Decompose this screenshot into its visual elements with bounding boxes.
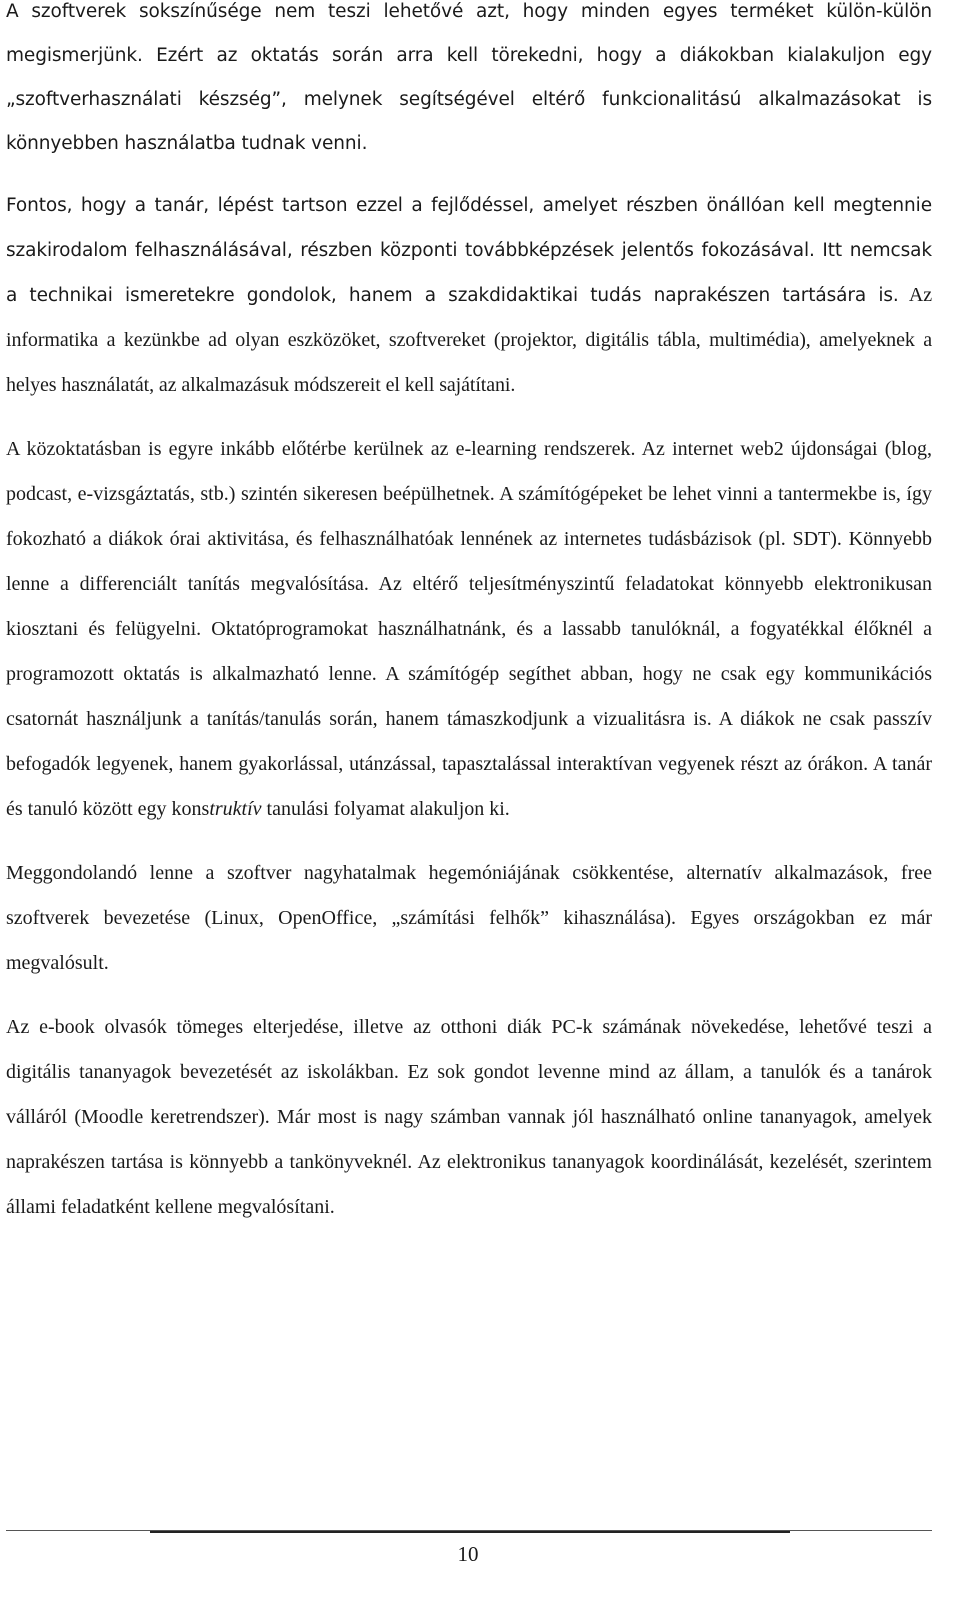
paragraph-elearning-emphasis: truktív [209, 798, 262, 820]
paragraph-teacher-development-tools: Az informatika a kezünkbe ad olyan eszközöket, szoftvereket (projektor, digitális tábla, multimédia), amelyeknek a helyes használatát, az alkalmazásuk módszereit el kell sajátítani. [6, 284, 932, 396]
page-number: 10 [457, 1542, 479, 1566]
paragraph-elearning [6, 427, 932, 832]
paragraph-software-skills: A szoftverek sokszínűsége nem teszi lehetővé azt, hogy minden egyes terméket külön-külön megismerjünk. Ezért az oktatás során arra kell törekedni, hogy a diákokban kialakuljon egy „szoftverhasználati készség”, melynek segítségével eltérő funkcionalitású alkalmazásokat is könnyebben használatba tudnak venni. [6, 1, 932, 154]
paragraph-digital-materials: Az e-book olvasók tömeges elterjedése, illetve az otthoni diák PC-k számának növekedése, lehetővé teszi a digitális tananyagok bevezetését az iskolákban. Ez sok gondot levenne mind az állam, a tanulók és a tanárok válláról (Moodle keretrendszer). Már most is nagy számban vannak jól használható online tananyagok, amelyek naprakészen tartása is könnyebb a tankönyveknél. Az elektronikus tananyagok koordinálását, kezelését, szerintem állami feladatként kellene megvalósítani. [6, 1016, 932, 1218]
paragraph-alternative-software: Meggondolandó lenne a szoftver nagyhatalmak hegemóniájának csökkentése, alternatív alkalmazások, free szoftverek bevezetése (Linux, OpenOffice, „számítási felhők” kihasználása). Egyes országokban ez már megvalósult. [6, 862, 932, 974]
document-page [6, 0, 932, 1230]
paragraph-elearning-end: tanulási folyamat alakuljon ki. [261, 798, 510, 820]
footer-divider-accent [150, 1531, 790, 1533]
paragraph-teacher-development-text: Fontos, hogy a tanár, lépést tartson ezzel a fejlődéssel, amelyet részben önállóan kell megtennie szakirodalom felhasználásával, részben központi továbbképzések jelentős fokozásával. Itt nemcsak a technikai ismeretekre gondolok, hanem a szakdidaktikai tudás naprakészen tartására is. [6, 195, 932, 306]
paragraph-elearning-text: A közoktatásban is egyre inkább előtérbe kerülnek az e-learning rendszerek. Az internet web2 újdonságai (blog, podcast, e-vizsgáztatás, stb.) szintén sikeresen beépülhetnek. A számítógépeket be lehet vinni a tantermekbe is, így fokozható a diákok órai aktivitása, és felhasználhatóak lennének az internetes tudásbázisok (pl. SDT). Könnyebb lenne a differenciált tanítás megvalósítása. Az eltérő teljesítményszintű feladatokat könnyebb elektronikusan kiosztani és felügyelni. Oktatóprogramokat használhatnánk, és a lassabb tanulóknál, a fogyatékkal élőknél a programozott oktatás is alkalmazható lenne. A számítógép segíthet abban, hogy ne csak egy kommunikációs csatornát használjunk a tanítás/tanulás során, hanem támaszkodjunk a vizualitásra is. A diákok ne csak passzív befogadók legyenek, hanem gyakorlással, utánzással, tapasztalással interaktívan vegyenek részt az órákon. A tanár és tanuló között egy kons [6, 438, 932, 820]
paragraph-teacher-development [6, 183, 932, 408]
